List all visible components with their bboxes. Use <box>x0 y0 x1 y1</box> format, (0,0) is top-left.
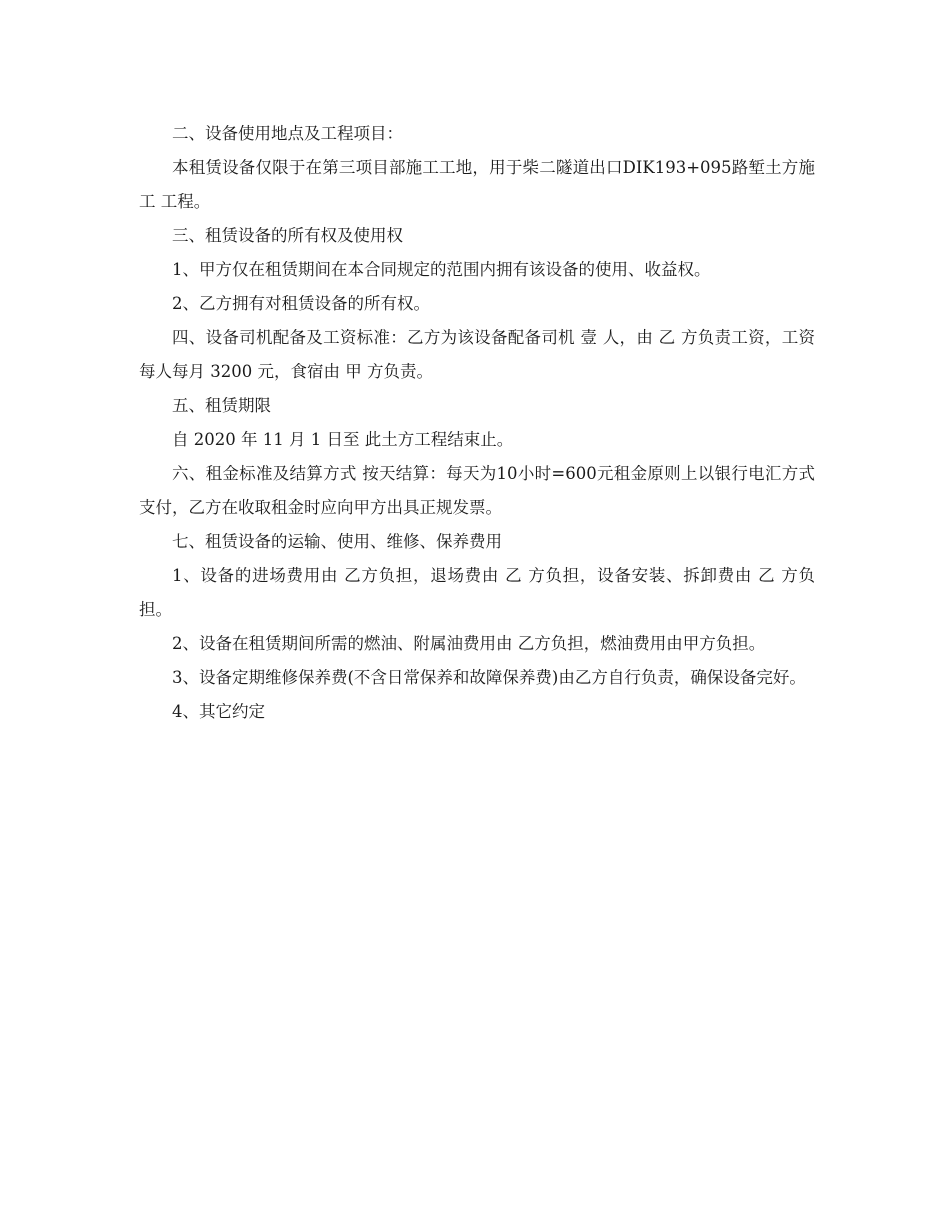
paragraph-usage-location: 本租赁设备仅限于在第三项目部施工工地，用于柴二隧道出口DIK193+095路堑土方施工 工程。 <box>139 158 815 211</box>
paragraph-other-agreement: 4、其它约定 <box>172 702 265 721</box>
paragraph-cost-2: 2、设备在租赁期间所需的燃油、附属油费用由 乙方负担，燃油费用由甲方负担。 <box>172 634 766 653</box>
paragraph-lease-term: 自 2020 年 11 月 1 日至 此土方工程结束止。 <box>172 430 514 449</box>
paragraph-driver-salary: 四、设备司机配备及工资标准：乙方为该设备配备司机 壹 人，由 乙 方负责工资，工资每人每月 3200 元，食宿由 甲 方负责。 <box>139 328 815 381</box>
paragraph-cost-1: 1、设备的进场费用由 乙方负担，退场费由 乙 方负担，设备安装、拆卸费由 乙 方负担。 <box>139 566 815 619</box>
paragraph-cost-3: 3、设备定期维修保养费(不含日常保养和故障保养费)由乙方自行负责，确保设备完好。 <box>172 668 806 687</box>
section-heading-3: 三、租赁设备的所有权及使用权 <box>172 226 403 245</box>
section-heading-5: 五、租赁期限 <box>172 396 271 415</box>
paragraph-rent-settlement: 六、租金标准及结算方式 按天结算：每天为10小时=600元租金原则上以银行电汇方式支付，乙方在收取租金时应向甲方出具正规发票。 <box>139 464 815 517</box>
paragraph-ownership-1: 1、甲方仅在租赁期间在本合同规定的范围内拥有该设备的使用、收益权。 <box>172 260 711 279</box>
section-heading-2: 二、设备使用地点及工程项目： <box>172 124 403 143</box>
document-body <box>139 117 815 729</box>
paragraph-ownership-2: 2、乙方拥有对租赁设备的所有权。 <box>172 294 430 313</box>
section-heading-7: 七、租赁设备的运输、使用、维修、保养费用 <box>172 532 502 551</box>
